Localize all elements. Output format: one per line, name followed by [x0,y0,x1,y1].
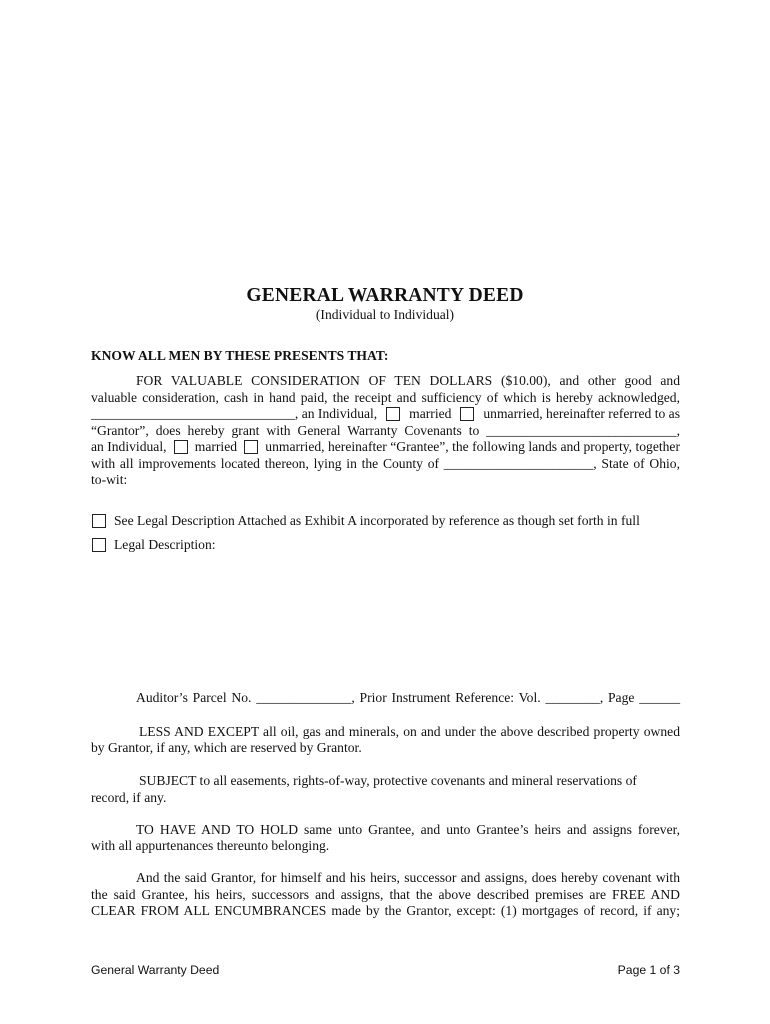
grantee-married-label: married [194,439,238,454]
paragraph-2-line-1: LESS AND EXCEPT all oil, gas and minerals, on and under the above described property owned [139,724,680,739]
parcel-reference-line: Auditor’s Parcel No. ______________, Prior Instrument Reference: Vol. ________, Page ______ [136,690,680,705]
grantor-unmarried-label: unmarried, hereinafter referred to as [483,406,680,421]
paragraph-3-line-1: SUBJECT to all easements, rights-of-way, protective covenants and mineral reservations of [139,773,637,788]
paragraph-2-line-2: by Grantor, if any, which are reserved by Grantor. [91,740,362,755]
legal-description-label: Legal Description: [114,537,216,552]
paragraph-1-line-3 [91,406,680,422]
paragraph-1-line-1: FOR VALUABLE CONSIDERATION OF TEN DOLLARS ($10.00), and other good and [136,373,680,388]
footer-document-name: General Warranty Deed [91,963,220,977]
grantee-unmarried-label: unmarried, hereinafter “Grantee”, the following lands and property, together [265,439,680,454]
section-heading: KNOW ALL MEN BY THESE PRESENTS THAT: [91,348,389,363]
grantee-individual-label: an Individual, [91,439,167,454]
paragraph-3-line-2: record, if any. [91,790,167,805]
grantee-married-checkbox[interactable] [174,440,188,454]
grantor-married-label: married [409,406,452,421]
paragraph-1-line-7: to-wit: [91,472,128,487]
paragraph-1-line-6: with all improvements located thereon, lying in the County of ______________________, State of Ohio, [91,456,680,471]
paragraph-1-line-5 [91,439,680,455]
exhibit-a-checkbox[interactable] [92,514,106,528]
legal-description-checkbox[interactable] [92,538,106,552]
grantee-unmarried-checkbox[interactable] [244,440,258,454]
paragraph-1-line-2: valuable consideration, cash in hand paid, the receipt and sufficiency of which is hereby acknowledged, [91,390,680,405]
document-title: GENERAL WARRANTY DEED [246,285,524,306]
paragraph-1-line-4: “Grantor”, does hereby grant with General Warranty Covenants to ____________________________, [91,423,680,438]
paragraph-4-line-1: TO HAVE AND TO HOLD same unto Grantee, and unto Grantee’s heirs and assigns forever, [136,822,680,837]
paragraph-5-line-2: the said Grantee, his heirs, successors and assigns, that the above described premises are FREE AND [91,887,680,902]
grantor-name-field: ______________________________, an Individual, [91,406,378,421]
grantor-unmarried-checkbox[interactable] [460,407,474,421]
document-subtitle: (Individual to Individual) [315,307,455,322]
paragraph-4-line-2: with all appurtenances thereunto belonging. [91,838,330,853]
paragraph-5-line-1: And the said Grantor, for himself and his heirs, successor and assigns, does hereby covenant with [136,870,680,885]
exhibit-a-label: See Legal Description Attached as Exhibit A incorporated by reference as though set forth in full [114,513,640,528]
paragraph-5-line-3: CLEAR FROM ALL ENCUMBRANCES made by the Grantor, except: (1) mortgages of record, if any; [91,903,680,918]
grantor-married-checkbox[interactable] [386,407,400,421]
footer-page-number: Page 1 of 3 [617,963,680,977]
